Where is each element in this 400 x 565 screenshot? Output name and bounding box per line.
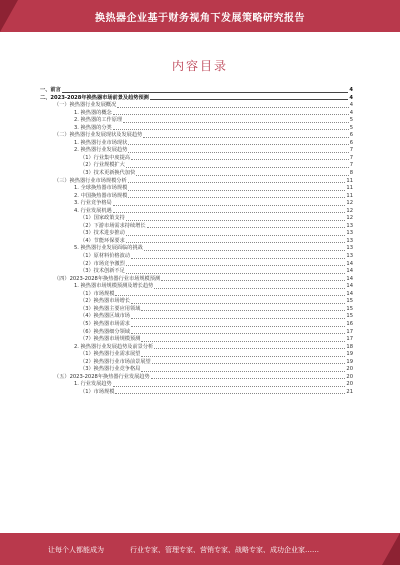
toc-entry[interactable]	[40, 366, 353, 374]
toc-entry[interactable]	[40, 215, 353, 223]
table-of-contents	[40, 87, 353, 396]
toc-entry-page: 4	[349, 102, 353, 109]
toc-leader-dots	[131, 302, 345, 304]
toc-entry-label: （四）2023-2028年换热器行业市场规模预测	[54, 275, 161, 282]
toc-entry-page: 13	[346, 237, 353, 244]
toc-entry-label: （5）换热器市场需求	[80, 320, 130, 327]
toc-entry-label: （1）换热器行业需求展望	[80, 351, 141, 358]
toc-leader-dots	[113, 204, 346, 206]
toc-leader-dots	[113, 385, 346, 387]
toc-leader-dots	[126, 219, 346, 221]
toc-entry-label: 3. 行业竞争格局	[74, 200, 112, 207]
footer-bar	[0, 533, 400, 565]
toc-entry[interactable]	[40, 185, 353, 193]
toc-leader-dots	[131, 332, 345, 334]
toc-entry-page: 19	[346, 351, 353, 358]
toc-entry-page: 11	[346, 185, 353, 192]
toc-entry[interactable]	[40, 95, 353, 103]
toc-entry-label: （2）市场竞争激烈	[80, 260, 125, 267]
toc-entry-page: 5	[349, 124, 353, 131]
toc-entry-page: 11	[346, 177, 353, 184]
toc-leader-dots	[131, 257, 345, 259]
toc-entry-page: 13	[346, 222, 353, 229]
toc-entry-label: 4. 行业发展机遇	[74, 207, 112, 214]
toc-entry[interactable]	[40, 253, 353, 261]
toc-entry-page: 12	[346, 215, 353, 222]
toc-leader-dots	[141, 370, 345, 372]
toc-entry-page: 6	[349, 139, 353, 146]
toc-entry[interactable]	[40, 200, 353, 208]
toc-entry-label: （3）换热器行业竞争格局	[80, 366, 141, 373]
footer-corner-accent	[382, 533, 400, 565]
toc-entry-label: 2. 换热器行业发展趋势	[74, 147, 128, 154]
toc-entry-page: 16	[346, 320, 353, 327]
footer-slogan: 让每个人都能成为	[48, 546, 104, 554]
toc-leader-dots	[141, 355, 345, 357]
toc-entry-page: 4	[349, 94, 353, 101]
toc-entry-page: 14	[346, 275, 353, 282]
toc-leader-dots	[144, 249, 346, 251]
toc-entry[interactable]	[40, 162, 353, 170]
toc-entry-page: 20	[346, 373, 353, 380]
toc-entry-page: 21	[346, 388, 353, 395]
toc-leader-dots	[128, 196, 345, 198]
toc-entry-page: 17	[346, 336, 353, 343]
toc-entry-label: （1）国家政策支持	[80, 215, 125, 222]
toc-entry-page: 13	[346, 253, 353, 260]
toc-entry-label: （6）换热器细分领域	[80, 328, 130, 335]
footer-roles: 行业专家、管理专家、营销专家、战略专家、成功企业家……	[130, 546, 319, 554]
toc-leader-dots	[131, 325, 345, 327]
toc-entry[interactable]	[40, 170, 353, 178]
toc-leader-dots	[113, 113, 349, 115]
toc-leader-dots	[115, 294, 345, 296]
toc-leader-dots	[147, 226, 346, 228]
toc-leader-dots	[128, 189, 345, 191]
toc-entry-page: 4	[349, 87, 353, 93]
toc-entry[interactable]	[40, 381, 353, 389]
toc-entry-label: （2）换热器行业市场前景展望	[80, 358, 151, 365]
toc-leader-dots	[117, 106, 348, 108]
toc-entry[interactable]	[40, 283, 353, 291]
toc-leader-dots	[62, 91, 349, 93]
page-title: 内容目录	[171, 59, 228, 73]
toc-entry[interactable]	[40, 298, 353, 306]
toc-entry[interactable]	[40, 261, 353, 269]
toc-entry-label: （3）技术进步推动	[80, 230, 125, 237]
toc-leader-dots	[128, 181, 346, 183]
toc-entry-label: （1）市场规模	[80, 290, 115, 297]
toc-leader-dots	[126, 272, 346, 274]
toc-entry[interactable]	[40, 389, 353, 397]
toc-entry-page: 13	[346, 245, 353, 252]
toc-leader-dots	[151, 377, 346, 379]
toc-entry-label: 3. 换热器的分类	[74, 124, 112, 131]
toc-entry-page: 19	[346, 358, 353, 365]
toc-entry-page: 13	[346, 230, 353, 237]
toc-entry-page: 14	[346, 290, 353, 297]
toc-entry-label: （2）换热器市场增长	[80, 298, 130, 305]
toc-entry[interactable]	[40, 147, 353, 155]
toc-entry-page: 7	[349, 154, 353, 161]
toc-entry-label: （二）换热器行业发展现状及发展趋势	[54, 132, 143, 139]
toc-entry[interactable]	[40, 245, 353, 253]
toc-leader-dots	[150, 98, 349, 100]
toc-entry-page: 17	[346, 328, 353, 335]
toc-entry-page: 15	[346, 305, 353, 312]
toc-entry-label: （4）换热器区域市场	[80, 313, 130, 320]
toc-entry-page: 14	[346, 283, 353, 290]
toc-entry-label: 2. 中国换热器市场规模	[74, 192, 128, 199]
toc-leader-dots	[113, 211, 346, 213]
toc-leader-dots	[126, 264, 346, 266]
toc-entry[interactable]	[40, 336, 353, 344]
toc-leader-dots	[152, 362, 346, 364]
toc-entry-page: 11	[346, 192, 353, 199]
toc-entry[interactable]	[40, 117, 353, 125]
toc-entry-label: 1. 全球换热器市场规模	[74, 185, 128, 192]
toc-leader-dots	[136, 174, 349, 176]
toc-leader-dots	[154, 287, 345, 289]
toc-entry-label: （3）换热器主要应用领域	[80, 305, 141, 312]
toc-leader-dots	[115, 392, 345, 394]
toc-entry-label: （7）换热器市场规模预测	[80, 336, 141, 343]
toc-entry[interactable]	[40, 313, 353, 321]
toc-leader-dots	[141, 309, 345, 311]
toc-entry-label: （1）市场规模	[80, 388, 115, 395]
toc-leader-dots	[131, 158, 349, 160]
toc-entry-label: （2）下游市场需求持续增长	[80, 222, 146, 229]
toc-entry[interactable]	[40, 351, 353, 359]
toc-entry-label: 1. 行业发展趋势	[74, 381, 112, 388]
toc-leader-dots	[128, 151, 348, 153]
toc-entry-page: 6	[349, 132, 353, 139]
toc-entry-page: 18	[346, 343, 353, 350]
toc-entry-label: （3）技术创新不足	[80, 268, 125, 275]
toc-leader-dots	[126, 241, 346, 243]
toc-entry-label: 1. 换热器市场规模预测及增长趋势	[74, 283, 154, 290]
toc-leader-dots	[143, 136, 348, 138]
header-bar	[0, 0, 400, 32]
toc-entry-page: 12	[346, 207, 353, 214]
toc-entry-page: 5	[349, 117, 353, 124]
toc-entry-page: 15	[346, 298, 353, 305]
toc-entry-label: 2. 换热器的工作原理	[74, 117, 123, 124]
toc-entry-label: 一、前言	[40, 87, 61, 93]
toc-leader-dots	[113, 128, 349, 130]
toc-entry-page: 7	[349, 147, 353, 154]
toc-leader-dots	[161, 279, 345, 281]
toc-leader-dots	[141, 340, 345, 342]
toc-leader-dots	[128, 143, 348, 145]
toc-leader-dots	[126, 166, 349, 168]
toc-entry[interactable]	[40, 87, 353, 95]
toc-leader-dots	[154, 347, 345, 349]
toc-entry-label: 二、2023-2028年换热器市场前景及趋势预测	[40, 94, 149, 101]
toc-entry-label: 5. 换热器行业发展面临的挑战	[74, 245, 143, 252]
toc-entry-label: （三）换热器行业市场规模分析	[54, 177, 127, 184]
toc-entry-page: 14	[346, 268, 353, 275]
toc-entry-label: （1）原材料价格波动	[80, 253, 130, 260]
toc-entry-page: 20	[346, 381, 353, 388]
toc-entry-page: 15	[346, 313, 353, 320]
toc-entry-label: （3）技术更新换代加快	[80, 170, 136, 177]
toc-entry-label: （4）节能环保要求	[80, 237, 125, 244]
toc-entry-page: 7	[349, 162, 353, 169]
toc-entry[interactable]	[40, 102, 353, 110]
toc-entry-page: 12	[346, 200, 353, 207]
toc-entry[interactable]	[40, 230, 353, 238]
toc-entry-page: 8	[349, 170, 353, 177]
toc-entry-label: 1. 换热器行业市场现状	[74, 139, 128, 146]
toc-entry-label: （一）换热器行业发展概况	[54, 102, 117, 109]
toc-entry-page: 4	[349, 109, 353, 116]
toc-entry[interactable]	[40, 344, 353, 352]
document-title: 换热器企业基于财务视角下发展策略研究报告	[95, 13, 305, 24]
toc-entry-page: 14	[346, 260, 353, 267]
toc-leader-dots	[123, 121, 349, 123]
toc-leader-dots	[126, 234, 346, 236]
toc-leader-dots	[131, 317, 345, 319]
toc-entry[interactable]	[40, 178, 353, 186]
toc-entry-label: （五）2023-2028年换热器行业发展趋势	[54, 373, 150, 380]
toc-entry-label: 2. 换热器行业发展趋势及前景分析	[74, 343, 154, 350]
toc-entry-page: 20	[346, 366, 353, 373]
toc-entry-label: （1）行业集中度提高	[80, 154, 130, 161]
toc-entry[interactable]	[40, 321, 353, 329]
toc-entry[interactable]	[40, 268, 353, 276]
toc-entry-label: 1. 换热器的概念	[74, 109, 112, 116]
toc-entry-label: （2）行业规模扩大	[80, 162, 125, 169]
toc-entry[interactable]	[40, 132, 353, 140]
toc-entry[interactable]	[40, 329, 353, 337]
